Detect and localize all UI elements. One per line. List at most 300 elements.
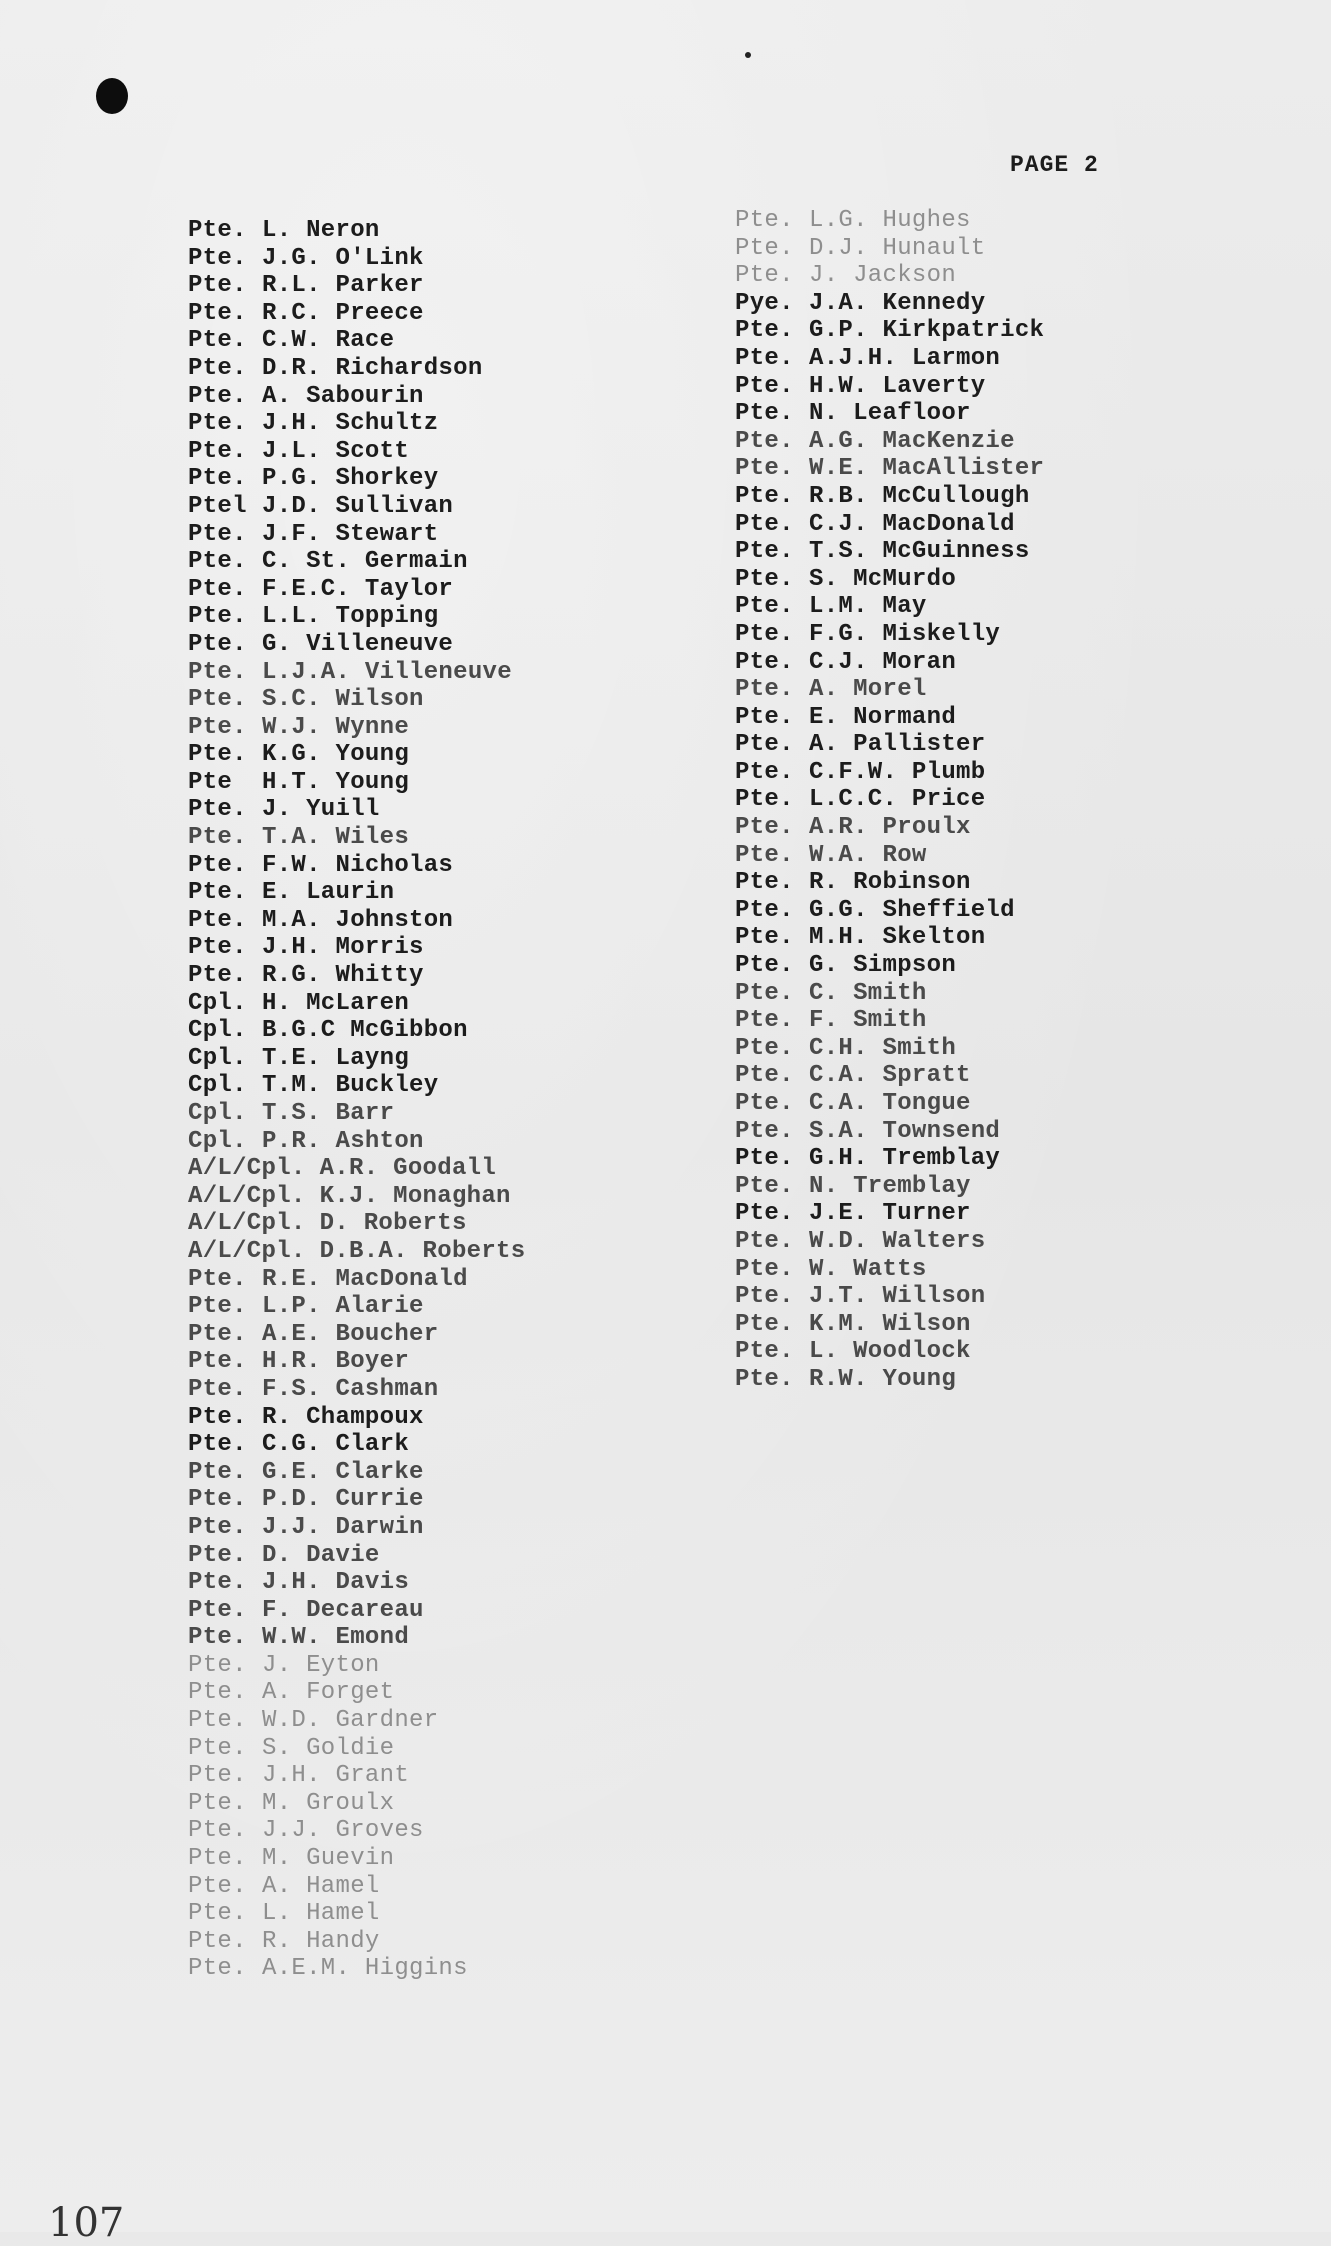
soldier-name: G. Simpson bbox=[809, 952, 957, 980]
rank: Ptel bbox=[188, 492, 247, 520]
soldier-name: W.J. Wynne bbox=[262, 713, 410, 741]
soldier-name: W.D. Walters bbox=[809, 1227, 986, 1255]
roster-entry bbox=[735, 207, 1044, 235]
soldier-name: P.G. Shorkey bbox=[262, 465, 439, 493]
roster-entry bbox=[188, 300, 525, 328]
soldier-name: K.J. Monaghan bbox=[319, 1182, 511, 1210]
soldier-name: W.E. MacAllister bbox=[809, 455, 1045, 483]
roster-entry bbox=[735, 1007, 1044, 1035]
soldier-name: T.S. McGuinness bbox=[809, 538, 1030, 566]
soldier-name: A.J.H. Larmon bbox=[809, 344, 1001, 372]
rank: Pte. bbox=[735, 620, 794, 648]
rank: Pte. bbox=[188, 1707, 247, 1735]
roster-entry bbox=[188, 990, 525, 1018]
soldier-name: N. Leafloor bbox=[809, 400, 971, 428]
rank: Pte. bbox=[188, 382, 247, 410]
ink-speck bbox=[745, 52, 751, 58]
roster-entry bbox=[735, 897, 1044, 925]
rank: Pte. bbox=[735, 565, 794, 593]
soldier-name: E. Laurin bbox=[262, 879, 395, 907]
soldier-name: M. Groulx bbox=[262, 1789, 395, 1817]
roster-entry bbox=[735, 814, 1044, 842]
soldier-name: S.A. Townsend bbox=[809, 1117, 1001, 1145]
rank: Pte. bbox=[188, 410, 247, 438]
soldier-name: R.W. Young bbox=[809, 1365, 957, 1393]
roster-entry bbox=[188, 327, 525, 355]
soldier-name: F.G. Miskelly bbox=[809, 620, 1001, 648]
roster-entry bbox=[735, 593, 1044, 621]
soldier-name: G.P. Kirkpatrick bbox=[809, 317, 1045, 345]
rank: Pte. bbox=[188, 906, 247, 934]
soldier-name: L. Neron bbox=[262, 217, 380, 244]
rank: Pte. bbox=[735, 952, 794, 980]
roster-entry bbox=[188, 1293, 525, 1321]
rank: Pte. bbox=[188, 1458, 247, 1486]
rank: Pte. bbox=[188, 272, 247, 300]
soldier-name: L.M. May bbox=[809, 593, 927, 621]
roster-entry bbox=[188, 1100, 525, 1128]
soldier-name: F.E.C. Taylor bbox=[262, 575, 454, 603]
rank: Pte. bbox=[188, 465, 247, 493]
soldier-name: L.L. Topping bbox=[262, 603, 439, 631]
soldier-name: C.H. Smith bbox=[809, 1034, 957, 1062]
rank: Pte. bbox=[188, 1679, 247, 1707]
rank: Cpl. bbox=[188, 1100, 247, 1127]
roster-entry bbox=[188, 796, 525, 824]
roster-entry bbox=[735, 1366, 1044, 1394]
soldier-name: J.A. Kennedy bbox=[809, 289, 986, 317]
rank: Pte. bbox=[188, 575, 247, 603]
roster-entry bbox=[735, 1118, 1044, 1146]
rank: Pte. bbox=[735, 786, 794, 814]
rank: Pte. bbox=[188, 1513, 247, 1541]
roster-entry bbox=[735, 428, 1044, 456]
soldier-name: L.C.C. Price bbox=[809, 786, 986, 814]
roster-entry bbox=[735, 1283, 1044, 1311]
rank: Pte. bbox=[735, 1365, 794, 1393]
soldier-name: R.G. Whitty bbox=[262, 962, 424, 990]
roster-entry bbox=[188, 1431, 525, 1459]
rank: Pte. bbox=[188, 1403, 247, 1431]
soldier-name: J.H. Morris bbox=[262, 934, 424, 962]
roster-entry bbox=[735, 373, 1044, 401]
soldier-name: K.M. Wilson bbox=[809, 1310, 971, 1338]
soldier-name: G.E. Clarke bbox=[262, 1458, 424, 1486]
soldier-name: N. Tremblay bbox=[809, 1172, 971, 1200]
soldier-name: J.T. Willson bbox=[809, 1283, 986, 1311]
rank: Pte. bbox=[188, 962, 247, 990]
roster-entry bbox=[735, 400, 1044, 428]
rank: Pte. bbox=[188, 354, 247, 382]
roster-entry bbox=[735, 317, 1044, 345]
roster-entry bbox=[188, 410, 525, 438]
rank: Pte. bbox=[188, 1486, 247, 1514]
soldier-name: C.A. Spratt bbox=[809, 1062, 971, 1090]
roster-entry bbox=[188, 272, 525, 300]
roster-entry bbox=[735, 1035, 1044, 1063]
roster-entry bbox=[188, 521, 525, 549]
soldier-name: J.G. O'Link bbox=[262, 244, 424, 272]
soldier-name: P.R. Ashton bbox=[262, 1127, 424, 1155]
soldier-name: C.W. Race bbox=[262, 327, 395, 355]
roster-entry bbox=[735, 1145, 1044, 1173]
soldier-name: M.A. Johnston bbox=[262, 906, 454, 934]
soldier-name: A.G. MacKenzie bbox=[809, 427, 1015, 455]
roster-entry bbox=[735, 649, 1044, 677]
roster-entry bbox=[188, 438, 525, 466]
soldier-name: R. Robinson bbox=[809, 869, 971, 897]
rank: Pte. bbox=[735, 262, 794, 290]
roster-entry bbox=[735, 483, 1044, 511]
roster-entry bbox=[188, 1155, 525, 1183]
soldier-name: T.S. Barr bbox=[262, 1100, 395, 1127]
soldier-name: A. Forget bbox=[262, 1679, 395, 1707]
roster-entry bbox=[188, 907, 525, 935]
roster-entry bbox=[188, 1017, 525, 1045]
rank: Pte. bbox=[188, 1431, 247, 1459]
soldier-name: J.J. Groves bbox=[262, 1817, 424, 1845]
rank: Pte. bbox=[188, 824, 247, 852]
roster-entry bbox=[188, 1348, 525, 1376]
rank: Pte. bbox=[188, 713, 247, 741]
rank: Pte. bbox=[735, 1227, 794, 1255]
rank: Pte. bbox=[188, 603, 247, 631]
soldier-name: L.P. Alarie bbox=[262, 1293, 424, 1321]
roster-entry bbox=[188, 493, 525, 521]
soldier-name: R. Handy bbox=[262, 1927, 380, 1955]
roster-entry bbox=[188, 962, 525, 990]
soldier-name: D. Davie bbox=[262, 1541, 380, 1569]
soldier-name: P.D. Currie bbox=[262, 1486, 424, 1514]
roster-entry bbox=[188, 1817, 525, 1845]
rank: Cpl. bbox=[188, 1017, 247, 1045]
rank: Pte. bbox=[188, 299, 247, 327]
soldier-name: J.H. Grant bbox=[262, 1762, 410, 1790]
soldier-name: G.G. Sheffield bbox=[809, 896, 1015, 924]
rank: Pte. bbox=[188, 879, 247, 907]
soldier-name: A. Pallister bbox=[809, 731, 986, 759]
roster-entry bbox=[735, 345, 1044, 373]
rank: Pte. bbox=[735, 317, 794, 345]
rank: Pte. bbox=[188, 630, 247, 658]
rank: Pte. bbox=[735, 482, 794, 510]
soldier-name: J.D. Sullivan bbox=[262, 492, 454, 520]
rank: Pte. bbox=[735, 510, 794, 538]
soldier-name: T.M. Buckley bbox=[262, 1072, 439, 1100]
roster-entry bbox=[188, 631, 525, 659]
soldier-name: R.E. MacDonald bbox=[262, 1265, 468, 1293]
soldier-name: C. St. Germain bbox=[262, 548, 468, 576]
soldier-name: A. Sabourin bbox=[262, 382, 424, 410]
rank: Pte. bbox=[735, 455, 794, 483]
soldier-name: E. Normand bbox=[809, 703, 957, 731]
soldier-name: H.R. Boyer bbox=[262, 1348, 410, 1376]
rank: Pte. bbox=[735, 1062, 794, 1090]
roster-entry bbox=[735, 731, 1044, 759]
roster-entry bbox=[735, 676, 1044, 704]
roster-entry bbox=[188, 1238, 525, 1266]
soldier-name: T.E. Layng bbox=[262, 1044, 410, 1072]
rank: Pte. bbox=[735, 1338, 794, 1366]
rank: Pte. bbox=[188, 1651, 247, 1679]
roster-entry bbox=[188, 1762, 525, 1790]
soldier-name: J.J. Darwin bbox=[262, 1513, 424, 1541]
roster-entry bbox=[188, 1679, 525, 1707]
rank: Pte. bbox=[188, 796, 247, 824]
soldier-name: L. Woodlock bbox=[809, 1338, 971, 1366]
rank: Pte. bbox=[188, 851, 247, 879]
soldier-name: H. McLaren bbox=[262, 989, 410, 1017]
roster-entry bbox=[188, 1183, 525, 1211]
soldier-name: M.H. Skelton bbox=[809, 924, 986, 952]
roster-entry bbox=[188, 1597, 525, 1625]
soldier-name: H.T. Young bbox=[262, 768, 410, 796]
rank: Pte. bbox=[735, 372, 794, 400]
roster-entry bbox=[735, 566, 1044, 594]
roster-entry bbox=[188, 824, 525, 852]
soldier-name: A.R. Proulx bbox=[809, 814, 971, 842]
roster-entry bbox=[188, 934, 525, 962]
soldier-name: W. Watts bbox=[809, 1255, 927, 1283]
rank: Pte. bbox=[188, 437, 247, 465]
roster-entry bbox=[735, 786, 1044, 814]
soldier-name: L.G. Hughes bbox=[809, 207, 971, 234]
roster-entry bbox=[188, 1873, 525, 1901]
rank: Pte. bbox=[735, 1255, 794, 1283]
rank: Pte bbox=[188, 768, 233, 796]
rank: Pte. bbox=[735, 1310, 794, 1338]
roster-entry bbox=[188, 1514, 525, 1542]
soldier-name: A.E. Boucher bbox=[262, 1320, 439, 1348]
rank: Pte. bbox=[188, 548, 247, 576]
rank: Pte. bbox=[188, 1348, 247, 1376]
rank: Pte. bbox=[735, 814, 794, 842]
rank: Pte. bbox=[188, 327, 247, 355]
roster-entry bbox=[188, 741, 525, 769]
roster-entry bbox=[188, 1624, 525, 1652]
rank: Pte. bbox=[188, 1375, 247, 1403]
soldier-name: T.A. Wiles bbox=[262, 824, 410, 852]
roster-entry bbox=[735, 511, 1044, 539]
rank: Pte. bbox=[735, 676, 794, 704]
soldier-name: L. Hamel bbox=[262, 1900, 380, 1928]
rank: Pte. bbox=[188, 1265, 247, 1293]
rank: Pte. bbox=[188, 741, 247, 769]
rank: Cpl. bbox=[188, 1127, 247, 1155]
roster-entry bbox=[735, 235, 1044, 263]
rank: Pte. bbox=[735, 1145, 794, 1173]
roster-entry bbox=[188, 1542, 525, 1570]
soldier-name: A. Morel bbox=[809, 676, 927, 704]
rank: Pte. bbox=[735, 234, 794, 262]
roster-entry bbox=[188, 659, 525, 687]
rank: Pte. bbox=[188, 1955, 247, 1983]
rank: Pte. bbox=[735, 758, 794, 786]
rank: Pte. bbox=[735, 1283, 794, 1311]
rank: A/L/Cpl. bbox=[188, 1182, 306, 1210]
soldier-name: A. Hamel bbox=[262, 1872, 380, 1900]
soldier-name: F.S. Cashman bbox=[262, 1375, 439, 1403]
soldier-name: D.J. Hunault bbox=[809, 234, 986, 262]
roster-entry bbox=[188, 1486, 525, 1514]
roster-entry bbox=[188, 852, 525, 880]
roster-entry bbox=[735, 1062, 1044, 1090]
roster-entry bbox=[188, 355, 525, 383]
soldier-name: R. Champoux bbox=[262, 1403, 424, 1431]
soldier-name: C.A. Tongue bbox=[809, 1090, 971, 1117]
rank: Cpl. bbox=[188, 989, 247, 1017]
roster-entry bbox=[188, 465, 525, 493]
rank: Pte. bbox=[188, 244, 247, 272]
rank: Pte. bbox=[735, 344, 794, 372]
rank: Pte. bbox=[188, 217, 247, 244]
rank: Pte. bbox=[735, 924, 794, 952]
roster-entry bbox=[735, 1228, 1044, 1256]
roster-entry bbox=[188, 769, 525, 797]
roster-entry bbox=[735, 1090, 1044, 1118]
roster-entry bbox=[188, 383, 525, 411]
roster-entry bbox=[188, 1128, 525, 1156]
roster-entry bbox=[188, 1321, 525, 1349]
soldier-name: G.H. Tremblay bbox=[809, 1145, 1001, 1173]
soldier-name: W.W. Emond bbox=[262, 1624, 410, 1652]
roster-entry bbox=[188, 1376, 525, 1404]
roster-entry bbox=[188, 1459, 525, 1487]
rank: Pte. bbox=[735, 979, 794, 1007]
soldier-name: D.R. Richardson bbox=[262, 354, 483, 382]
soldier-name: L.J.A. Villeneuve bbox=[262, 658, 512, 686]
rank: A/L/Cpl. bbox=[188, 1210, 306, 1238]
rank: Pte. bbox=[735, 1200, 794, 1228]
roster-entry bbox=[188, 548, 525, 576]
roster-entry bbox=[735, 952, 1044, 980]
rank: Pte. bbox=[188, 1789, 247, 1817]
soldier-name: C.F.W. Plumb bbox=[809, 758, 986, 786]
soldier-name: D. Roberts bbox=[319, 1210, 467, 1238]
soldier-name: J. Eyton bbox=[262, 1651, 380, 1679]
rank: Pte. bbox=[735, 648, 794, 676]
rank: Pte. bbox=[735, 1090, 794, 1117]
roster-entry bbox=[188, 714, 525, 742]
rank: Pte. bbox=[188, 1293, 247, 1321]
rank: Pte. bbox=[735, 1117, 794, 1145]
soldier-name: W.D. Gardner bbox=[262, 1707, 439, 1735]
roster-entry bbox=[188, 1790, 525, 1818]
roster-entry bbox=[735, 869, 1044, 897]
soldier-name: J. Yuill bbox=[262, 796, 380, 824]
rank: Pte. bbox=[735, 1007, 794, 1035]
rank: Pte. bbox=[188, 520, 247, 548]
rank: Pte. bbox=[735, 703, 794, 731]
soldier-name: H.W. Laverty bbox=[809, 372, 986, 400]
roster-entry bbox=[735, 980, 1044, 1008]
soldier-name: J.F. Stewart bbox=[262, 520, 439, 548]
roster-entry bbox=[188, 1955, 525, 1983]
roster-entry bbox=[188, 1045, 525, 1073]
soldier-name: A.R. Goodall bbox=[319, 1155, 497, 1183]
rank: Pte. bbox=[188, 1817, 247, 1845]
rank: Pte. bbox=[735, 538, 794, 566]
soldier-name: W.A. Row bbox=[809, 841, 927, 869]
roster-entry bbox=[188, 1707, 525, 1735]
soldier-name: K.G. Young bbox=[262, 741, 410, 769]
roster-entry bbox=[735, 621, 1044, 649]
roster-entry bbox=[735, 1200, 1044, 1228]
roster-entry bbox=[188, 686, 525, 714]
rank: Pte. bbox=[735, 841, 794, 869]
roster-left-column bbox=[188, 217, 525, 1983]
roster-right-column bbox=[735, 207, 1044, 1394]
soldier-name: B.G.C McGibbon bbox=[262, 1017, 468, 1045]
rank: Pte. bbox=[735, 593, 794, 621]
roster-entry bbox=[188, 1928, 525, 1956]
soldier-name: G. Villeneuve bbox=[262, 630, 454, 658]
soldier-name: J.H. Davis bbox=[262, 1569, 410, 1597]
rank: Pte. bbox=[188, 1762, 247, 1790]
soldier-name: R.L. Parker bbox=[262, 272, 424, 300]
roster-entry bbox=[188, 217, 525, 245]
rank: Pte. bbox=[188, 1845, 247, 1873]
rank: Cpl. bbox=[188, 1044, 247, 1072]
roster-entry bbox=[735, 704, 1044, 732]
roster-entry bbox=[735, 842, 1044, 870]
roster-entry bbox=[735, 924, 1044, 952]
rank: Pte. bbox=[188, 934, 247, 962]
rank: Pte. bbox=[188, 1596, 247, 1624]
rank: Pte. bbox=[188, 1569, 247, 1597]
rank: Pte. bbox=[188, 686, 247, 714]
rank: Pte. bbox=[735, 207, 794, 234]
rank: Pte. bbox=[188, 1624, 247, 1652]
soldier-name: J.E. Turner bbox=[809, 1200, 971, 1228]
rank: Pte. bbox=[188, 1320, 247, 1348]
roster-entry bbox=[188, 1404, 525, 1432]
rank: Pte. bbox=[188, 1927, 247, 1955]
soldier-name: M. Guevin bbox=[262, 1845, 395, 1873]
roster-entry bbox=[188, 879, 525, 907]
page-number: PAGE 2 bbox=[1010, 152, 1099, 178]
rank: Pte. bbox=[735, 869, 794, 897]
soldier-name: J.H. Schultz bbox=[262, 410, 439, 438]
rank: A/L/Cpl. bbox=[188, 1155, 306, 1183]
roster-entry bbox=[188, 1072, 525, 1100]
roster-entry bbox=[188, 1569, 525, 1597]
roster-entry bbox=[735, 1173, 1044, 1201]
roster-entry bbox=[188, 1845, 525, 1873]
roster-entry bbox=[188, 1900, 525, 1928]
soldier-name: A.E.M. Higgins bbox=[262, 1955, 468, 1983]
soldier-name: J. Jackson bbox=[809, 262, 957, 290]
rank: Pye. bbox=[735, 289, 794, 317]
roster-entry bbox=[188, 1266, 525, 1294]
rank: Pte. bbox=[188, 1734, 247, 1762]
soldier-name: C.G. Clark bbox=[262, 1431, 410, 1459]
soldier-name: S. Goldie bbox=[262, 1734, 395, 1762]
roster-entry bbox=[188, 1735, 525, 1763]
roster-entry bbox=[735, 759, 1044, 787]
rank: Cpl. bbox=[188, 1072, 247, 1100]
margin-note: 107 bbox=[48, 2200, 125, 2246]
rank: A/L/Cpl. bbox=[188, 1237, 306, 1265]
roster-entry bbox=[188, 245, 525, 273]
soldier-name: J.L. Scott bbox=[262, 437, 410, 465]
rank: Pte. bbox=[188, 1541, 247, 1569]
punch-hole bbox=[96, 78, 128, 114]
soldier-name: C.J. Moran bbox=[809, 648, 957, 676]
rank: Pte. bbox=[735, 896, 794, 924]
rank: Pte. bbox=[188, 658, 247, 686]
rank: Pte. bbox=[735, 1034, 794, 1062]
